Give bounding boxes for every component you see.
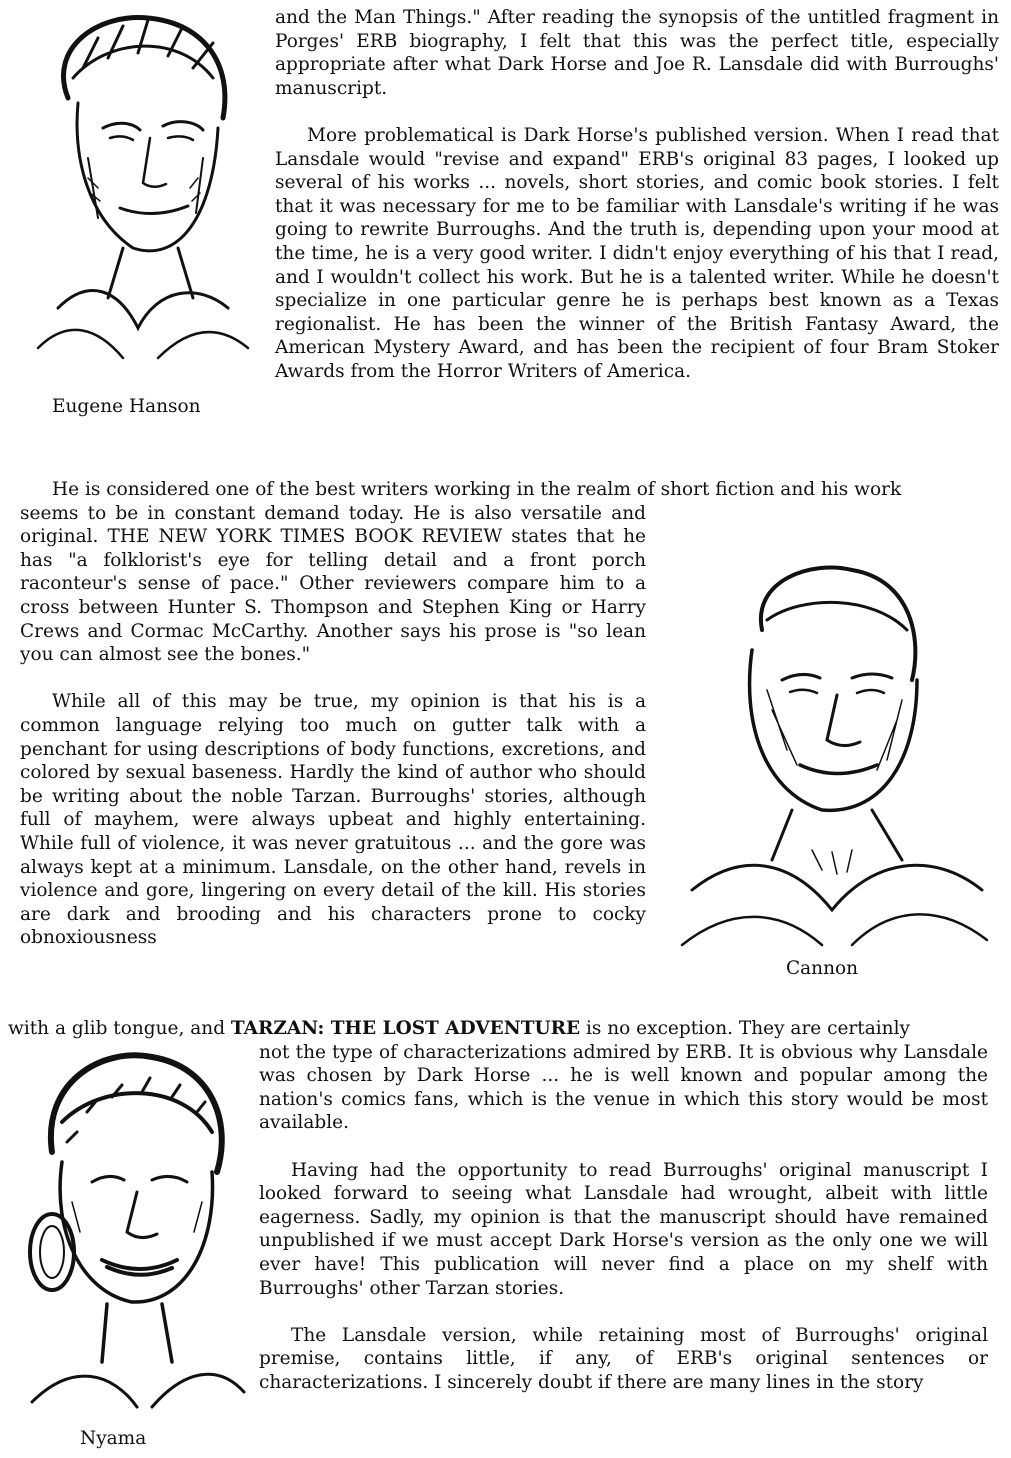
book-title-bold: TARZAN: THE LOST ADVENTURE [230, 1018, 581, 1039]
cannon-sketch [672, 560, 994, 950]
glib-text-a: with a glib tongue, and [8, 1018, 231, 1039]
text-block-middle-column [20, 502, 646, 950]
text-block-bottom [259, 1041, 988, 1395]
paragraph-considered: seems to be in constant demand today. He is also versatile and original. THE NEW YORK TIMES BOOK REVIEW states that he has "a folklorist's eye for telling detail and a front porch raconteur's sense of pace." Other reviewers compare him to a cross between Hunter S. Thompson and Stephen King or Harry Crews and Cormac McCarthy. Another says his prose is "so lean you can almost see the bones." [20, 502, 646, 666]
paragraph-considered-first-line: He is considered one of the best writers working in the realm of short fiction and his work [52, 479, 902, 500]
paragraph-opportunity: Having had the opportunity to read Burroughs' original manuscript I looked forward to seeing what Lansdale had wrought, albeit with little eagerness. Sadly, my opinion is that the manuscript should have remained unpublished if we must accept Dark Horse's version as the only one we will ever have! This publication will never find a place on my shelf with Burroughs' other Tarzan stories. [259, 1159, 988, 1299]
eugene-hanson-caption: Eugene Hanson [52, 396, 201, 417]
cannon-caption: Cannon [786, 958, 859, 979]
paragraph-glib-first-line [8, 1017, 990, 1041]
paragraph-characterizations: not the type of characterizations admired by ERB. It is obvious why Lansdale was chosen by Dark Horse ... he is well known and popular among the nation's comics fans, which is the venue in which this story would be most available. [259, 1041, 988, 1134]
text-block-middle [20, 478, 1000, 502]
paragraph-lansdale-version: The Lansdale version, while retaining most of Burroughs' original premise, contains little, if any, of ERB's original sentences or characterizations. I sincerely doubt if there are many lines in the story [259, 1324, 988, 1393]
nyama-caption: Nyama [80, 1428, 147, 1449]
paragraph-gutter-talk: While all of this may be true, my opinion is that his is a common language relying too much on gutter talk with a penchant for using descriptions of body functions, excretions, and colored by sexual baseness. Hardly the kind of author who should be writing about the noble Tarzan. Burroughs' stories, although full of mayhem, were always upbeat and highly entertaining. While full of violence, it was never gratuitous ... and the gore was always kept at a minimum. Lansdale, on the other hand, revels in violence and gore, lingering on every detail of the kill. His stories are dark and brooding and his characters prone to cocky obnoxiousness [20, 691, 646, 949]
paragraph-title-intro: and the Man Things." After reading the synopsis of the untitled fragment in Porges' ERB biography, I felt that this was the perfect title, especially appropriate after what Dark Horse and Joe R. Lansdale did with Burroughs' manuscript. [275, 7, 999, 99]
text-block-glib-line [8, 1017, 990, 1041]
nyama-sketch [12, 1042, 250, 1412]
text-block-top [275, 6, 999, 384]
glib-text-b: is no exception. They are certainly [580, 1018, 910, 1039]
eugene-hanson-sketch [28, 8, 254, 364]
paragraph-problematical: More problematical is Dark Horse's published version. When I read that Lansdale would "revise and expand" ERB's original 83 pages, I looked up several of his works ... novels, short stories, and comic book stories. I felt that it was necessary for me to be familiar with Lansdale's writing if he was going to rewrite Burroughs. And the truth is, depending upon your mood at the time, he is a very good writer. I didn't enjoy everything of his that I read, and I wouldn't collect his work. But he is a talented writer. While he doesn't specialize in one particular genre he is perhaps best known as a Texas regionalist. He has been the winner of the British Fantasy Award, the American Mystery Award, and has been the recipient of four Bram Stoker Awards from the Horror Writers of America. [275, 124, 999, 382]
